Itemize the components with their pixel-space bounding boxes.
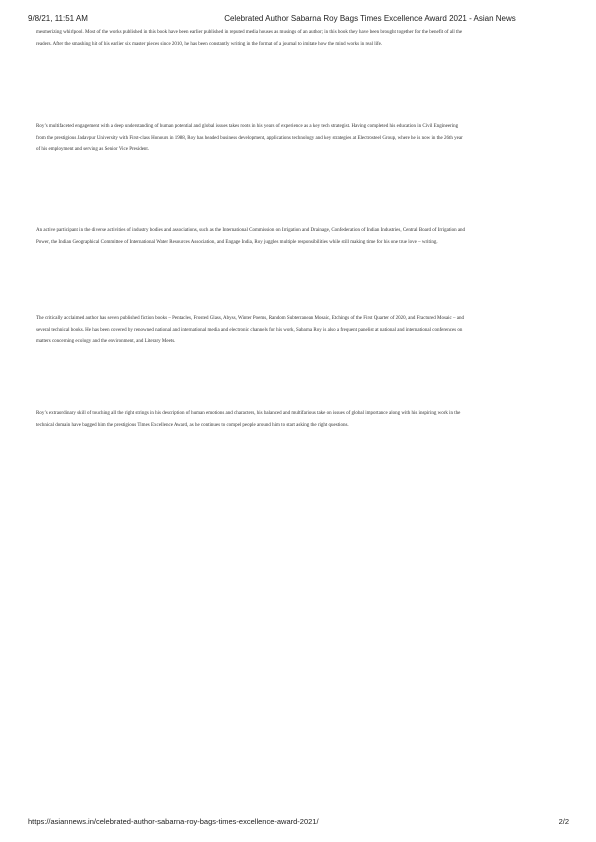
article-paragraph: The critically acclaimed author has seven published fiction books – Pentacles, Frosted Glass, Abyss, Winter Poems, Random Subterranean Mosaic, Etchings of the First Quarter of 2020, and Fractured Mosaic – and several technical books. He has been covered by renowned national and international media and electronic channels for his work, Sabarna Roy is also a frequent panelist at national and international conferences on matters concerning ecology and the environment, and Literary Meets.	[36, 316, 464, 344]
print-datetime: 9/8/21, 11:51 AM	[28, 14, 88, 23]
page-url: https://asiannews.in/celebrated-author-sabarna-roy-bags-times-excellence-award-2021/	[28, 817, 319, 826]
page-title: Celebrated Author Sabarna Roy Bags Times Excellence Award 2021 - Asian News	[224, 14, 516, 23]
article-paragraph: Roy’s extraordinary skill of touching all the right strings in his description of human emotions and characters, his balanced and multifarious take on issues of global importance along with his inspiring work in the technical domain have bagged him the prestigious Times Excellence Award, as he continues to compel people around him to start asking the right questions.	[36, 411, 461, 428]
article-paragraph: An active participant in the diverse activities of industry bodies and associations, such as the International Commission on Irrigation and Drainage, Confederation of Indian Industries, Central Board of Irrigation and Power, the Indian Geographical Committee of International Water Resources Association, and Engage India, Roy juggles multiple responsibilities while still making time for his one true love – writing.	[36, 228, 466, 245]
article-paragraph: Roy’s multifaceted engagement with a deep understanding of human potential and global issues takes roots in his years of experience as a key tech strategist. Having completed his education in Civil Engineering from the prestigious Jadavpur University with First-class Honours in 1988, Roy has headed business development, applications technology and key strategies at Electrosteel Group, where he is now in the 26th year of his employment and serving as Senior Vice President.	[36, 124, 463, 152]
article-paragraph: mesmerizing whirlpool. Most of the works published in this book have been earlier published in reputed media houses as musings of an author; in this book they have been brought together for the benefit of all the readers. After the smashing hit of his earlier six master pieces since 2010, he has been constantly writing in the format of a journal to imitate how the mind works in real life.	[36, 30, 463, 47]
page-number: 2/2	[558, 817, 569, 826]
